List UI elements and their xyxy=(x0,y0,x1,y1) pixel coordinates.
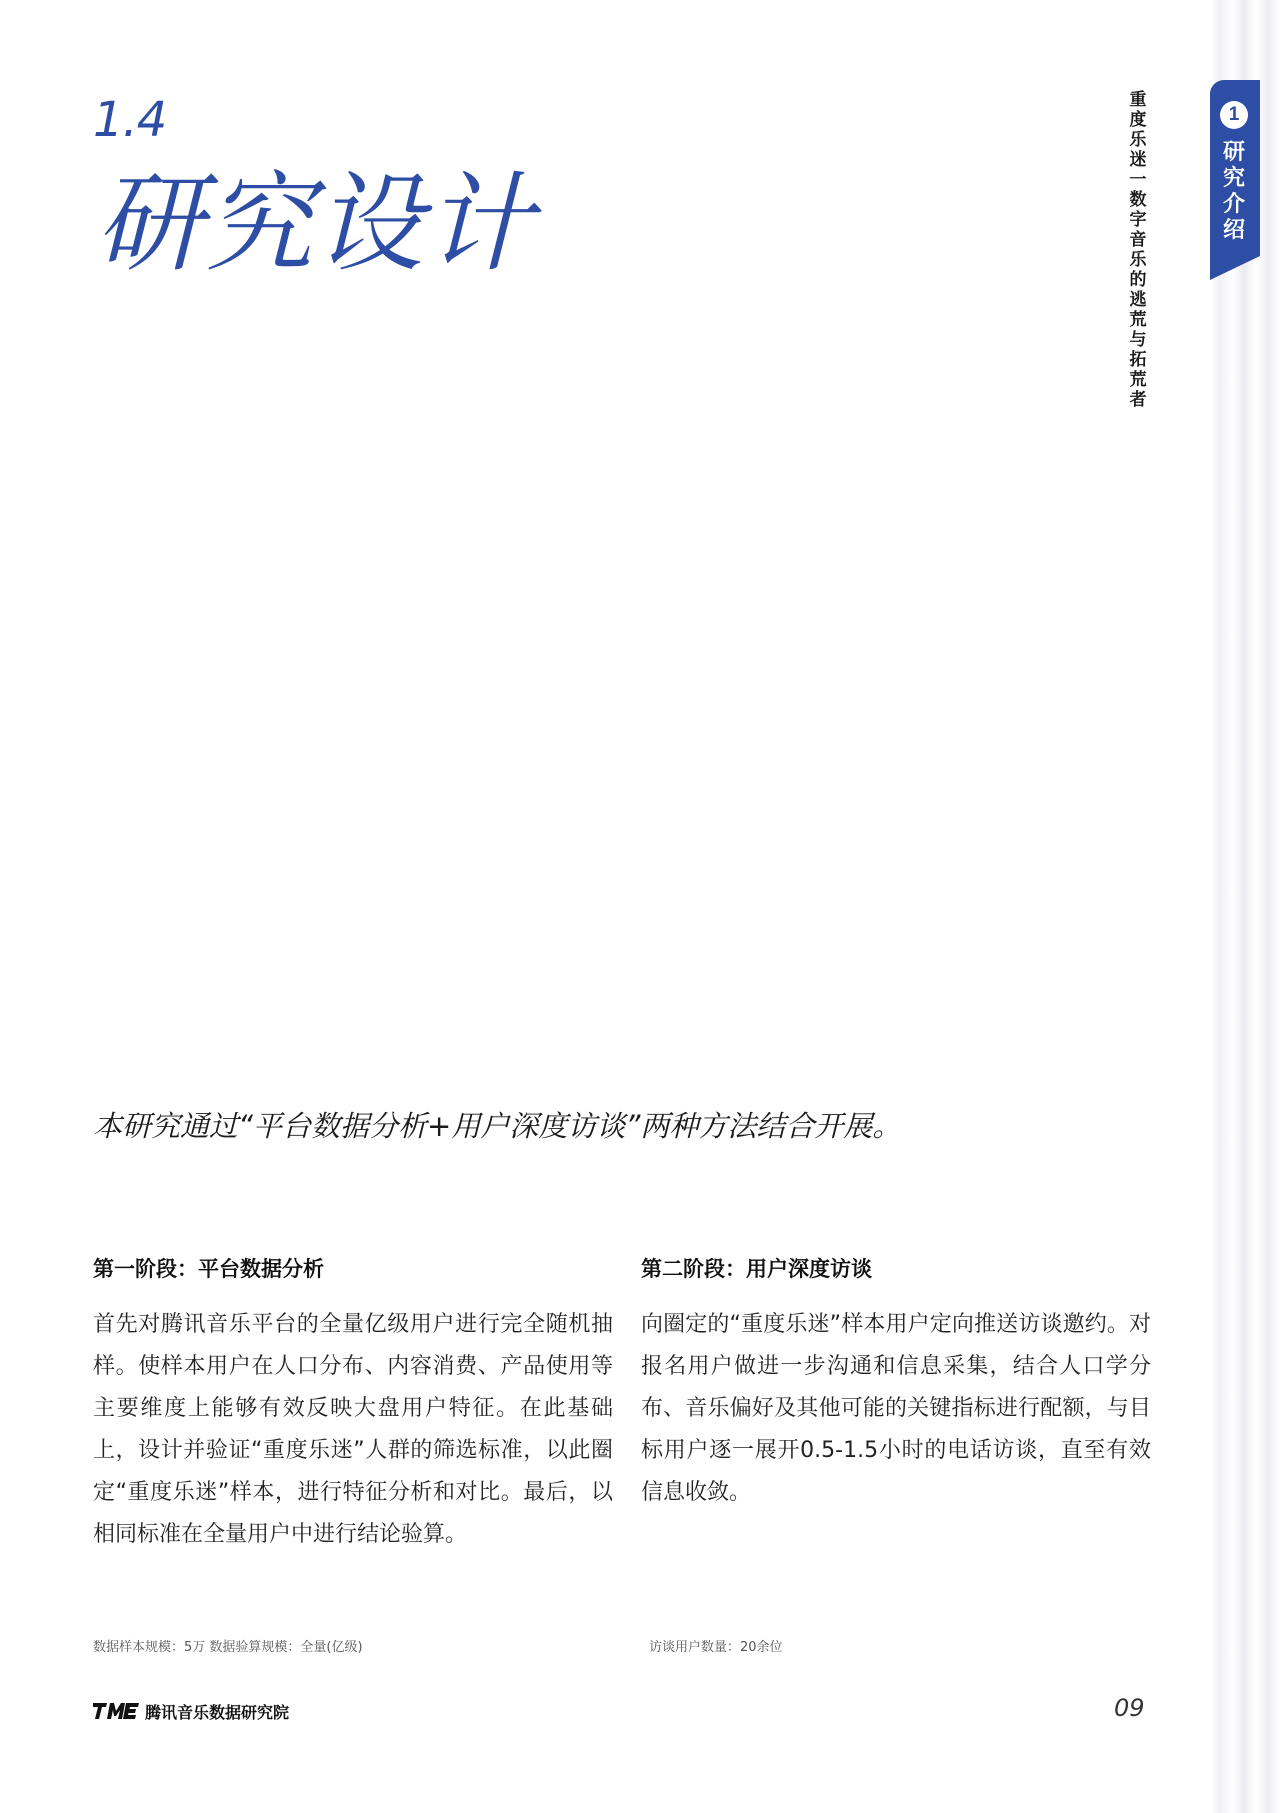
footer-logo xyxy=(93,1700,289,1722)
intro-statement: 本研究通过“平台数据分析+用户深度访谈”两种方法结合开展。 xyxy=(93,1109,902,1143)
tme-logo-icon xyxy=(93,1703,139,1719)
running-title: 重度乐迷一数字音乐的逃荒与拓荒者 xyxy=(1129,90,1147,410)
section-title: 研究设计 xyxy=(95,162,536,287)
section-number: 1.4 xyxy=(93,92,167,148)
stage-one-heading: 第一阶段：平台数据分析 xyxy=(93,1257,324,1281)
stage-one-section xyxy=(93,1254,613,1556)
stage-one-body: 首先对腾讯音乐平台的全量亿级用户进行完全随机抽样。使样本用户在人口分布、内容消费、产品使用等主要维度上能够有效反映大盘用户特征。在此基础上，设计并验证“重度乐迷”人群的筛选标准，以此圈定“重度乐迷”样本，进行特征分析和对比。最后，以相同标准在全量用户中进行结论验算。 xyxy=(93,1312,613,1547)
chapter-tab-label: 研究介绍 xyxy=(1222,140,1245,243)
stage-two-body: 向圈定的“重度乐迷”样本用户定向推送访谈邀约。对报名用户做进一步沟通和信息采集，结合人口学分布、音乐偏好及其他可能的关键指标进行配额，与目标用户逐一展开0.5-1.5小时的电话访谈，直至有效信息收敛。 xyxy=(641,1312,1151,1505)
stage-two-section xyxy=(641,1254,1151,1514)
stage-two-note: 访谈用户数量：20余位 xyxy=(649,1640,783,1655)
page-number: 09 xyxy=(1114,1694,1145,1722)
footer-brand: 腾讯音乐数据研究院 xyxy=(145,1702,290,1722)
chapter-number-badge: 1 xyxy=(1220,101,1248,129)
stage-one-note: 数据样本规模：5万 数据验算规模：全量(亿级) xyxy=(93,1640,363,1655)
stage-two-heading: 第二阶段：用户深度访谈 xyxy=(641,1257,872,1281)
